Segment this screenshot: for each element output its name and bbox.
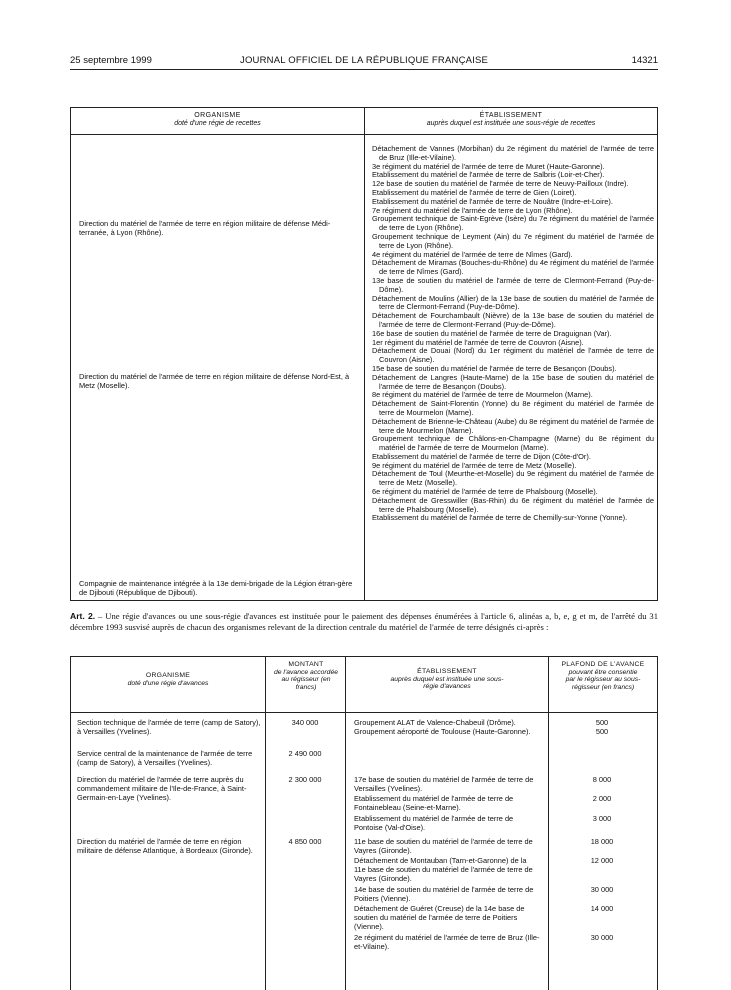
- sub-establishment: 2e régiment du matériel de l'armée de terre de Bruz (Ille-et-Vilaine).: [354, 933, 540, 951]
- sub-establishment: Détachement de Montauban (Tarn-et-Garonne) de la 11e base de soutien du matériel de l'armée de terre de Vayres (Gironde).: [354, 856, 533, 883]
- column-divider: [265, 657, 266, 990]
- list-item: Détachement de Vannes (Morbihan) du 2e régiment du matériel de l'armée de terre de Bruz (Ille-et-Vilaine).: [372, 144, 654, 162]
- ceiling-cell: 3 000: [592, 814, 612, 823]
- ceiling-cell: 2 000: [592, 794, 612, 803]
- list-item: 9e régiment du matériel de l'armée de terre de Metz (Moselle).: [372, 460, 577, 470]
- list-item: Groupement technique de Leyment (Ain) du 7e régiment du matériel de l'armée de terre de Lyon (Rhône).: [372, 231, 654, 250]
- amount-cell: 340 000: [291, 718, 319, 727]
- list-item: 15e base de soutien du matériel de l'armée de terre de Besançon (Doubs).: [372, 363, 617, 373]
- list-item: Etablissement du matériel de l'armée de terre de Dijon (Côte-d'Or).: [372, 451, 591, 461]
- article-2: [70, 611, 658, 632]
- sub-establishment: 17e base de soutien du matériel de l'armée de terre de Versailles (Yvelines).: [354, 775, 534, 793]
- ceiling-cell: 18 000: [590, 837, 614, 846]
- col-header-amount: MONTANT de l'avance accordée au régisseur (en francs): [273, 661, 339, 691]
- ceiling-cell: 8 000: [592, 775, 612, 784]
- col-header-organism: ORGANISME doté d'une régie d'avances: [127, 672, 209, 687]
- column-divider: [364, 108, 365, 600]
- header-divider: [71, 134, 657, 135]
- header-divider: [71, 712, 657, 713]
- list-item: Etablissement du matériel de l'armée de terre de Gien (Loiret).: [372, 187, 577, 197]
- ceiling-cell: 14 000: [590, 904, 614, 913]
- page-number: 14321: [631, 55, 658, 66]
- list-item: 12e base de soutien du matériel de l'armée de terre de Neuvy-Pailloux (Indre).: [372, 179, 629, 189]
- list-item: 4e régiment du matériel de l'armée de terre de Nîmes (Gard).: [372, 249, 573, 259]
- list-item: Détachement de Miramas (Bouches-du-Rhône) du 4e régiment du matériel de l'armée de terre de Nîmes (Gard).: [372, 258, 654, 277]
- list-item: Groupement technique de Châlons-en-Champagne (Marne) du 8e régiment du matériel de l'armée de terre de Mourmelon (Marne).: [372, 434, 654, 453]
- column-divider: [548, 657, 549, 990]
- amount-cell: 2 300 000: [288, 775, 322, 784]
- column-divider: [345, 657, 346, 990]
- ceiling-cell: 30 000: [590, 885, 614, 894]
- sub-establishment: Groupement ALAT de Valence-Chabeuil (Drôme).: [354, 718, 516, 727]
- table-row: Direction du matériel de l'armée de terre en région militaire de défense Atlantique, à Bordeaux (Gironde).: [77, 837, 253, 855]
- list-item: 8e régiment du matériel de l'armée de terre de Mourmelon (Marne).: [372, 390, 593, 400]
- organism-entry: Direction du matériel de l'armée de terre en région militaire de défense Nord-Est, à Metz (Moselle).: [79, 372, 350, 390]
- ceiling-cell: 30 000: [590, 933, 614, 942]
- ceiling-cell: 500: [595, 727, 609, 736]
- amount-cell: 2 490 000: [288, 749, 322, 758]
- list-item: Etablissement du matériel de l'armée de terre de Nouâtre (Indre-et-Loire).: [372, 196, 613, 206]
- list-item: Détachement de Fourchambault (Nièvre) de la 13e base de soutien du matériel de l'armée de terre de Clermont-Ferrand (Puy-de-Dôme).: [372, 311, 654, 329]
- table-row: Service central de la maintenance de l'armée de terre (camp de Satory), à Versailles (Yvelines).: [77, 749, 253, 767]
- organism-entry: Compagnie de maintenance intégrée à la 13e demi-brigade de la Légion étran-gère de Djibouti (République de Djibouti).: [79, 579, 353, 597]
- receipts-table: [70, 107, 658, 601]
- list-item: 1er régiment du matériel de l'armée de terre de Couvron (Aisne).: [372, 337, 584, 347]
- sub-establishment: 11e base de soutien du matériel de l'armée de terre de Vayres (Gironde).: [354, 837, 533, 855]
- journal-title: JOURNAL OFFICIEL DE LA RÉPUBLIQUE FRANÇAISE: [240, 55, 489, 66]
- issue-date: 25 septembre 1999: [70, 55, 152, 66]
- col-header-establishment: ÉTABLISSEMENT auprès duquel est instituée une sous-régie de recettes: [426, 112, 596, 127]
- list-item: Détachement de Brienne-le-Château (Aube) du 8e régiment du matériel de l'armée de terre de Mourmelon (Marne).: [372, 416, 654, 435]
- list-item: Etablissement du matériel de l'armée de terre de Salbris (Loir-et-Cher).: [372, 170, 605, 180]
- list-item: Groupement technique de Saint-Egrève (Isère) du 7e régiment du matériel de l'armée de terre de Lyon (Rhône).: [372, 214, 654, 233]
- list-item: Etablissement du matériel de l'armée de terre de Chemilly-sur-Yonne (Yonne).: [372, 513, 628, 523]
- establishment-list: [372, 145, 654, 523]
- header-rule: [70, 69, 658, 70]
- list-item: Détachement de Moulins (Allier) de la 13e base de soutien du matériel de l'armée de terre de Clermont-Ferrand (Puy-de-Dôme).: [372, 293, 654, 312]
- ceiling-cell: 500: [595, 718, 609, 727]
- advances-table: [70, 656, 658, 990]
- list-item: Détachement de Gresswiller (Bas-Rhin) du 6e régiment du matériel de l'armée de terre de Phalsbourg (Moselle).: [372, 495, 654, 514]
- list-item: 7e régiment du matériel de l'armée de terre de Lyon (Rhône).: [372, 205, 573, 215]
- list-item: 6e régiment du matériel de l'armée de terre de Phalsbourg (Moselle).: [372, 487, 598, 497]
- list-item: 16e base de soutien du matériel de l'armée de terre de Draguignan (Var).: [372, 328, 612, 338]
- organism-entry: Direction du matériel de l'armée de terre en région militaire de défense Médi-terranée, à Lyon (Rhône).: [79, 219, 331, 237]
- col-header-establishment: ÉTABLISSEMENT auprès duquel est instituée une sous-régie d'avances: [390, 668, 504, 691]
- list-item: Détachement de Douai (Nord) du 1er régiment du matériel de l'armée de terre de Couvron (Aisne).: [372, 346, 654, 365]
- list-item: Détachement de Saint-Florentin (Yonne) du 8e régiment du matériel de l'armée de terre de Mourmelon (Marne).: [372, 399, 654, 417]
- sub-establishment: Groupement aéroporté de Toulouse (Haute-Garonne).: [354, 727, 531, 736]
- ceiling-cell: 12 000: [590, 856, 614, 865]
- table-row: Section technique de l'armée de terre (camp de Satory), à Versailles (Yvelines).: [77, 718, 261, 736]
- table-row: Direction du matériel de l'armée de terre auprès du commandement militaire de l'Ile-de-France, à Saint-Germain-en-Laye (Yvelines).: [77, 775, 247, 802]
- sub-establishment: Détachement de Guéret (Creuse) de la 14e base de soutien du matériel de l'armée de terre de Poitiers (Vienne).: [354, 904, 525, 931]
- article-text: – Une régie d'avances ou une sous-régie d'avances est instituée pour le paiement des dépenses énumérées à l'article 6, alinéas a, b, e, g et m, de l'arrêté du 31 décembre 1993 susvisé auprès de chacun des organismes relevant de la direction centrale du matériel de l'armée de terre désignés ci-après :: [70, 611, 658, 632]
- list-item: 13e base de soutien du matériel de l'armée de terre de Clermont-Ferrand (Puy-de-Dôme).: [372, 275, 654, 294]
- list-item: 3e régiment du matériel de l'armée de terre de Muret (Haute-Garonne).: [372, 161, 605, 171]
- sub-establishment: 14e base de soutien du matériel de l'armée de terre de Poitiers (Vienne).: [354, 885, 534, 903]
- sub-establishment: Etablissement du matériel de l'armée de terre de Fontainebleau (Seine-et-Marne).: [354, 794, 514, 812]
- col-header-ceiling: PLAFOND DE L'AVANCE pouvant être consentie par le régisseur au sous-régisseur (en francs): [561, 661, 645, 691]
- page-header: [70, 55, 658, 69]
- list-item: Détachement de Toul (Meurthe-et-Moselle) du 9e régiment du matériel de l'armée de terre de Metz (Moselle).: [372, 469, 654, 488]
- sub-establishment: Etablissement du matériel de l'armée de terre de Pontoise (Val-d'Oise).: [354, 814, 514, 832]
- list-item: Détachement de Langres (Haute-Marne) de la 15e base de soutien du matériel de l'armée de terre de Besançon (Doubs).: [372, 372, 654, 391]
- article-label: Art. 2.: [70, 611, 96, 621]
- amount-cell: 4 850 000: [288, 837, 322, 846]
- col-header-organism: ORGANISME doté d'une régie de recettes: [174, 112, 261, 127]
